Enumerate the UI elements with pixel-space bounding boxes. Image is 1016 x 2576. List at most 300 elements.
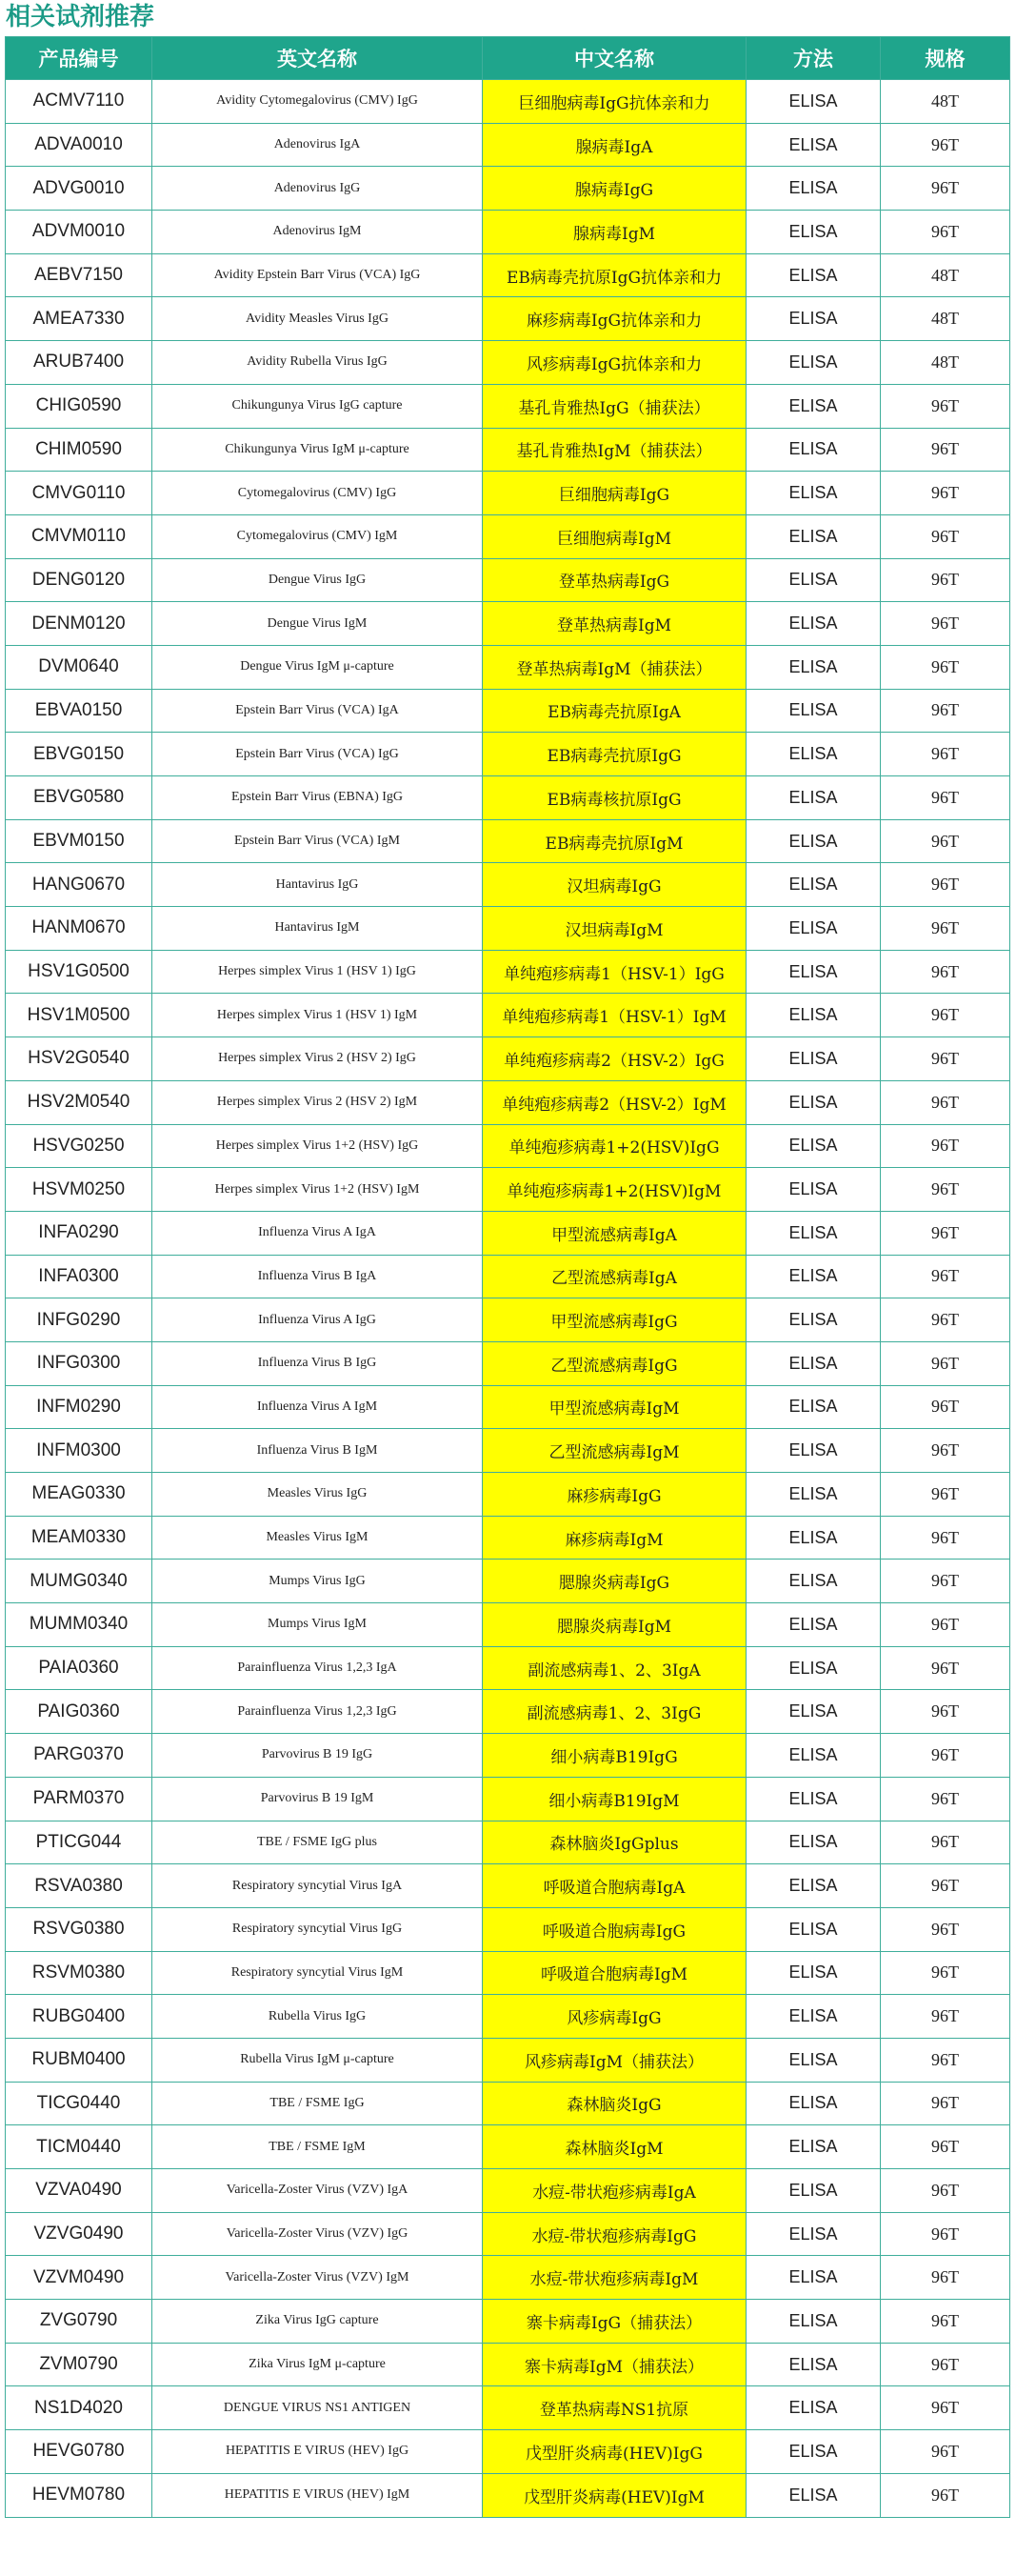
spec-cell: 96T	[881, 1734, 1010, 1778]
english-name-cell: Influenza Virus B IgM	[152, 1429, 483, 1473]
chinese-name-cell: 风疹病毒IgG抗体亲和力	[483, 341, 747, 385]
product-code-cell: CHIG0590	[6, 384, 152, 428]
product-code-cell: PARM0370	[6, 1777, 152, 1821]
product-code-cell: PAIG0360	[6, 1690, 152, 1734]
chinese-name-cell: 单纯疱疹病毒1（HSV-1）IgM	[483, 994, 747, 1037]
method-cell: ELISA	[747, 1168, 881, 1212]
product-code-cell: VZVM0490	[6, 2256, 152, 2300]
chinese-name-cell: 寨卡病毒IgM（捕获法）	[483, 2343, 747, 2386]
product-code-cell: ADVM0010	[6, 211, 152, 254]
product-code-cell: ADVG0010	[6, 167, 152, 211]
method-cell: ELISA	[747, 472, 881, 515]
product-code-cell: ADVA0010	[6, 123, 152, 167]
product-code-cell: AEBV7150	[6, 253, 152, 297]
english-name-cell: Herpes simplex Virus 1 (HSV 1) IgG	[152, 950, 483, 994]
product-code-cell: RSVM0380	[6, 1951, 152, 1995]
english-name-cell: Herpes simplex Virus 2 (HSV 2) IgM	[152, 1080, 483, 1124]
english-name-cell: DENGUE VIRUS NS1 ANTIGEN	[152, 2386, 483, 2430]
product-code-cell: VZVG0490	[6, 2212, 152, 2256]
method-cell: ELISA	[747, 689, 881, 733]
chinese-name-cell: 呼吸道合胞病毒IgG	[483, 1907, 747, 1951]
english-name-cell: Epstein Barr Virus (EBNA) IgG	[152, 776, 483, 820]
spec-cell: 96T	[881, 2038, 1010, 2082]
method-cell: ELISA	[747, 80, 881, 124]
method-cell: ELISA	[747, 2256, 881, 2300]
english-name-cell: Adenovirus IgM	[152, 211, 483, 254]
spec-cell: 96T	[881, 2343, 1010, 2386]
english-name-cell: Adenovirus IgA	[152, 123, 483, 167]
method-cell: ELISA	[747, 950, 881, 994]
table-row	[6, 1821, 1010, 1864]
chinese-name-cell: 戊型肝炎病毒(HEV)IgM	[483, 2473, 747, 2517]
table-row	[6, 907, 1010, 951]
method-cell: ELISA	[747, 733, 881, 776]
table-row	[6, 2343, 1010, 2386]
spec-cell: 96T	[881, 645, 1010, 689]
table-row	[6, 80, 1010, 124]
product-code-cell: RUBG0400	[6, 1995, 152, 2039]
english-name-cell: Zika Virus IgM μ-capture	[152, 2343, 483, 2386]
table-row	[6, 1907, 1010, 1951]
spec-cell: 48T	[881, 80, 1010, 124]
chinese-name-cell: 汉坦病毒IgM	[483, 907, 747, 951]
product-code-cell: TICG0440	[6, 2082, 152, 2125]
spec-cell: 96T	[881, 1777, 1010, 1821]
english-name-cell: Herpes simplex Virus 1+2 (HSV) IgG	[152, 1124, 483, 1168]
spec-cell: 96T	[881, 2386, 1010, 2430]
product-code-cell: RSVA0380	[6, 1864, 152, 1908]
chinese-name-cell: 森林脑炎IgG	[483, 2082, 747, 2125]
method-cell: ELISA	[747, 384, 881, 428]
product-code-cell: CHIM0590	[6, 428, 152, 472]
product-code-cell: CMVG0110	[6, 472, 152, 515]
chinese-name-cell: 汉坦病毒IgG	[483, 863, 747, 907]
table-row	[6, 863, 1010, 907]
spec-cell: 96T	[881, 211, 1010, 254]
table-row	[6, 733, 1010, 776]
method-cell: ELISA	[747, 1690, 881, 1734]
chinese-name-cell: 呼吸道合胞病毒IgM	[483, 1951, 747, 1995]
table-row	[6, 1690, 1010, 1734]
english-name-cell: Measles Virus IgM	[152, 1516, 483, 1560]
method-cell: ELISA	[747, 602, 881, 646]
method-cell: ELISA	[747, 2300, 881, 2344]
english-name-cell: Avidity Cytomegalovirus (CMV) IgG	[152, 80, 483, 124]
spec-cell: 96T	[881, 819, 1010, 863]
product-table	[5, 36, 1010, 2518]
method-cell: ELISA	[747, 167, 881, 211]
english-name-cell: TBE / FSME IgG plus	[152, 1821, 483, 1864]
table-row	[6, 253, 1010, 297]
spec-cell: 96T	[881, 733, 1010, 776]
english-name-cell: Hantavirus IgG	[152, 863, 483, 907]
spec-cell: 96T	[881, 1995, 1010, 2039]
english-name-cell: Adenovirus IgG	[152, 167, 483, 211]
method-cell: ELISA	[747, 1995, 881, 2039]
english-name-cell: Herpes simplex Virus 1 (HSV 1) IgM	[152, 994, 483, 1037]
method-cell: ELISA	[747, 645, 881, 689]
chinese-name-cell: 水痘-带状疱疹病毒IgM	[483, 2256, 747, 2300]
header-product-code: 产品编号	[6, 37, 152, 80]
chinese-name-cell: 森林脑炎IgM	[483, 2125, 747, 2169]
method-cell: ELISA	[747, 1646, 881, 1690]
english-name-cell: Respiratory syncytial Virus IgM	[152, 1951, 483, 1995]
spec-cell: 96T	[881, 1864, 1010, 1908]
spec-cell: 96T	[881, 1080, 1010, 1124]
english-name-cell: Parvovirus B 19 IgM	[152, 1777, 483, 1821]
method-cell: ELISA	[747, 1734, 881, 1778]
method-cell: ELISA	[747, 1341, 881, 1385]
chinese-name-cell: 腺病毒IgM	[483, 211, 747, 254]
english-name-cell: Influenza Virus B IgG	[152, 1341, 483, 1385]
spec-cell: 96T	[881, 1473, 1010, 1517]
spec-cell: 96T	[881, 863, 1010, 907]
method-cell: ELISA	[747, 1821, 881, 1864]
chinese-name-cell: 麻疹病毒IgG	[483, 1473, 747, 1517]
english-name-cell: Influenza Virus A IgG	[152, 1298, 483, 1342]
spec-cell: 96T	[881, 907, 1010, 951]
english-name-cell: Cytomegalovirus (CMV) IgG	[152, 472, 483, 515]
method-cell: ELISA	[747, 1211, 881, 1255]
chinese-name-cell: 巨细胞病毒IgG	[483, 472, 747, 515]
chinese-name-cell: 呼吸道合胞病毒IgA	[483, 1864, 747, 1908]
english-name-cell: Varicella-Zoster Virus (VZV) IgM	[152, 2256, 483, 2300]
table-row	[6, 1255, 1010, 1298]
chinese-name-cell: 单纯疱疹病毒1（HSV-1）IgG	[483, 950, 747, 994]
method-cell: ELISA	[747, 1777, 881, 1821]
method-cell: ELISA	[747, 907, 881, 951]
product-code-cell: EBVG0580	[6, 776, 152, 820]
product-code-cell: INFA0300	[6, 1255, 152, 1298]
table-row	[6, 1080, 1010, 1124]
english-name-cell: Rubella Virus IgM μ-capture	[152, 2038, 483, 2082]
product-code-cell: DENG0120	[6, 558, 152, 602]
spec-cell: 96T	[881, 428, 1010, 472]
spec-cell: 96T	[881, 1603, 1010, 1647]
chinese-name-cell: 单纯疱疹病毒2（HSV-2）IgM	[483, 1080, 747, 1124]
english-name-cell: Mumps Virus IgM	[152, 1603, 483, 1647]
table-row	[6, 2473, 1010, 2517]
english-name-cell: Avidity Epstein Barr Virus (VCA) IgG	[152, 253, 483, 297]
spec-cell: 96T	[881, 2212, 1010, 2256]
english-name-cell: HEPATITIS E VIRUS (HEV) IgG	[152, 2430, 483, 2474]
method-cell: ELISA	[747, 819, 881, 863]
chinese-name-cell: 细小病毒B19IgM	[483, 1777, 747, 1821]
product-code-cell: INFA0290	[6, 1211, 152, 1255]
english-name-cell: Epstein Barr Virus (VCA) IgG	[152, 733, 483, 776]
chinese-name-cell: EB病毒核抗原IgG	[483, 776, 747, 820]
header-method: 方法	[747, 37, 881, 80]
method-cell: ELISA	[747, 2038, 881, 2082]
product-code-cell: RUBM0400	[6, 2038, 152, 2082]
table-row	[6, 167, 1010, 211]
spec-cell: 96T	[881, 167, 1010, 211]
table-row	[6, 1385, 1010, 1429]
table-row	[6, 1473, 1010, 1517]
table-row	[6, 602, 1010, 646]
method-cell: ELISA	[747, 1298, 881, 1342]
spec-cell: 96T	[881, 2300, 1010, 2344]
english-name-cell: Parvovirus B 19 IgG	[152, 1734, 483, 1778]
product-code-cell: MEAM0330	[6, 1516, 152, 1560]
table-row	[6, 2038, 1010, 2082]
english-name-cell: Influenza Virus B IgA	[152, 1255, 483, 1298]
english-name-cell: Herpes simplex Virus 1+2 (HSV) IgM	[152, 1168, 483, 1212]
product-code-cell: ARUB7400	[6, 341, 152, 385]
table-body	[6, 80, 1010, 2518]
product-code-cell: ZVM0790	[6, 2343, 152, 2386]
spec-cell: 48T	[881, 297, 1010, 341]
spec-cell: 96T	[881, 1341, 1010, 1385]
chinese-name-cell: 甲型流感病毒IgM	[483, 1385, 747, 1429]
chinese-name-cell: 巨细胞病毒IgM	[483, 514, 747, 558]
chinese-name-cell: 腺病毒IgG	[483, 167, 747, 211]
english-name-cell: Chikungunya Virus IgG capture	[152, 384, 483, 428]
spec-cell: 96T	[881, 2256, 1010, 2300]
chinese-name-cell: EB病毒壳抗原IgA	[483, 689, 747, 733]
chinese-name-cell: 细小病毒B19IgG	[483, 1734, 747, 1778]
spec-cell: 96T	[881, 2430, 1010, 2474]
chinese-name-cell: 乙型流感病毒IgG	[483, 1341, 747, 1385]
table-row	[6, 1037, 1010, 1081]
spec-cell: 96T	[881, 1385, 1010, 1429]
english-name-cell: Respiratory syncytial Virus IgG	[152, 1907, 483, 1951]
product-code-cell: VZVA0490	[6, 2169, 152, 2213]
chinese-name-cell: 戊型肝炎病毒(HEV)IgG	[483, 2430, 747, 2474]
product-code-cell: TICM0440	[6, 2125, 152, 2169]
table-row	[6, 297, 1010, 341]
method-cell: ELISA	[747, 994, 881, 1037]
spec-cell: 96T	[881, 1037, 1010, 1081]
table-row	[6, 123, 1010, 167]
header-chinese-name: 中文名称	[483, 37, 747, 80]
table-row	[6, 2256, 1010, 2300]
method-cell: ELISA	[747, 2125, 881, 2169]
product-code-cell: INFG0300	[6, 1341, 152, 1385]
english-name-cell: Dengue Virus IgM	[152, 602, 483, 646]
english-name-cell: Varicella-Zoster Virus (VZV) IgA	[152, 2169, 483, 2213]
method-cell: ELISA	[747, 863, 881, 907]
product-code-cell: EBVM0150	[6, 819, 152, 863]
method-cell: ELISA	[747, 1255, 881, 1298]
method-cell: ELISA	[747, 1429, 881, 1473]
table-row	[6, 472, 1010, 515]
table-row	[6, 776, 1010, 820]
method-cell: ELISA	[747, 1907, 881, 1951]
table-row	[6, 2300, 1010, 2344]
table-row	[6, 428, 1010, 472]
chinese-name-cell: 水痘-带状疱疹病毒IgG	[483, 2212, 747, 2256]
english-name-cell: Influenza Virus A IgA	[152, 1211, 483, 1255]
table-row	[6, 1211, 1010, 1255]
chinese-name-cell: 腺病毒IgA	[483, 123, 747, 167]
product-code-cell: MUMG0340	[6, 1560, 152, 1603]
spec-cell: 96T	[881, 2473, 1010, 2517]
spec-cell: 96T	[881, 1211, 1010, 1255]
method-cell: ELISA	[747, 2473, 881, 2517]
method-cell: ELISA	[747, 341, 881, 385]
header-english-name: 英文名称	[152, 37, 483, 80]
spec-cell: 96T	[881, 1646, 1010, 1690]
table-row	[6, 2430, 1010, 2474]
table-row	[6, 994, 1010, 1037]
spec-cell: 96T	[881, 2169, 1010, 2213]
method-cell: ELISA	[747, 2212, 881, 2256]
table-row	[6, 558, 1010, 602]
spec-cell: 96T	[881, 1690, 1010, 1734]
table-row	[6, 1734, 1010, 1778]
english-name-cell: Dengue Virus IgM μ-capture	[152, 645, 483, 689]
spec-cell: 48T	[881, 253, 1010, 297]
english-name-cell: Chikungunya Virus IgM μ-capture	[152, 428, 483, 472]
chinese-name-cell: 风疹病毒IgM（捕获法）	[483, 2038, 747, 2082]
chinese-name-cell: EB病毒壳抗原IgM	[483, 819, 747, 863]
chinese-name-cell: 乙型流感病毒IgM	[483, 1429, 747, 1473]
chinese-name-cell: 基孔肯雅热IgG（捕获法）	[483, 384, 747, 428]
product-code-cell: PARG0370	[6, 1734, 152, 1778]
chinese-name-cell: 登革热病毒IgG	[483, 558, 747, 602]
product-code-cell: HEVM0780	[6, 2473, 152, 2517]
method-cell: ELISA	[747, 253, 881, 297]
method-cell: ELISA	[747, 1037, 881, 1081]
table-row	[6, 1124, 1010, 1168]
chinese-name-cell: 乙型流感病毒IgA	[483, 1255, 747, 1298]
spec-cell: 96T	[881, 602, 1010, 646]
product-code-cell: HANG0670	[6, 863, 152, 907]
spec-cell: 96T	[881, 1429, 1010, 1473]
english-name-cell: Avidity Measles Virus IgG	[152, 297, 483, 341]
product-code-cell: DENM0120	[6, 602, 152, 646]
header-spec: 规格	[881, 37, 1010, 80]
table-row	[6, 819, 1010, 863]
english-name-cell: Parainfluenza Virus 1,2,3 IgA	[152, 1646, 483, 1690]
product-code-cell: EBVA0150	[6, 689, 152, 733]
chinese-name-cell: 登革热病毒NS1抗原	[483, 2386, 747, 2430]
product-code-cell: HEVG0780	[6, 2430, 152, 2474]
product-code-cell: EBVG0150	[6, 733, 152, 776]
table-row	[6, 1341, 1010, 1385]
method-cell: ELISA	[747, 776, 881, 820]
english-name-cell: Avidity Rubella Virus IgG	[152, 341, 483, 385]
spec-cell: 96T	[881, 384, 1010, 428]
chinese-name-cell: EB病毒壳抗原IgG	[483, 733, 747, 776]
spec-cell: 96T	[881, 514, 1010, 558]
table-row	[6, 2169, 1010, 2213]
product-code-cell: PTICG044	[6, 1821, 152, 1864]
method-cell: ELISA	[747, 297, 881, 341]
product-code-cell: ZVG0790	[6, 2300, 152, 2344]
english-name-cell: Cytomegalovirus (CMV) IgM	[152, 514, 483, 558]
table-row	[6, 2082, 1010, 2125]
spec-cell: 96T	[881, 776, 1010, 820]
product-code-cell: HSVM0250	[6, 1168, 152, 1212]
product-code-cell: MUMM0340	[6, 1603, 152, 1647]
method-cell: ELISA	[747, 1124, 881, 1168]
table-row	[6, 1298, 1010, 1342]
english-name-cell: Rubella Virus IgG	[152, 1995, 483, 2039]
table-row	[6, 1864, 1010, 1908]
chinese-name-cell: 腮腺炎病毒IgG	[483, 1560, 747, 1603]
table-row	[6, 1168, 1010, 1212]
chinese-name-cell: 登革热病毒IgM	[483, 602, 747, 646]
chinese-name-cell: 甲型流感病毒IgG	[483, 1298, 747, 1342]
chinese-name-cell: 副流感病毒1、2、3IgG	[483, 1690, 747, 1734]
chinese-name-cell: 风疹病毒IgG	[483, 1995, 747, 2039]
table-row	[6, 1646, 1010, 1690]
product-code-cell: HSV2M0540	[6, 1080, 152, 1124]
chinese-name-cell: 单纯疱疹病毒2（HSV-2）IgG	[483, 1037, 747, 1081]
spec-cell: 96T	[881, 1821, 1010, 1864]
spec-cell: 96T	[881, 994, 1010, 1037]
english-name-cell: TBE / FSME IgM	[152, 2125, 483, 2169]
page-title: 相关试剂推荐	[6, 3, 155, 31]
table-row	[6, 1777, 1010, 1821]
spec-cell: 96T	[881, 2082, 1010, 2125]
method-cell: ELISA	[747, 428, 881, 472]
spec-cell: 96T	[881, 123, 1010, 167]
english-name-cell: Hantavirus IgM	[152, 907, 483, 951]
product-code-cell: INFG0290	[6, 1298, 152, 1342]
table-row	[6, 2386, 1010, 2430]
spec-cell: 96T	[881, 689, 1010, 733]
chinese-name-cell: 单纯疱疹病毒1+2(HSV)IgG	[483, 1124, 747, 1168]
method-cell: ELISA	[747, 2386, 881, 2430]
table-row	[6, 1603, 1010, 1647]
table-row	[6, 1560, 1010, 1603]
spec-cell: 96T	[881, 558, 1010, 602]
method-cell: ELISA	[747, 514, 881, 558]
product-code-cell: HANM0670	[6, 907, 152, 951]
method-cell: ELISA	[747, 211, 881, 254]
method-cell: ELISA	[747, 1864, 881, 1908]
method-cell: ELISA	[747, 2343, 881, 2386]
product-code-cell: MEAG0330	[6, 1473, 152, 1517]
product-code-cell: HSV2G0540	[6, 1037, 152, 1081]
spec-cell: 96T	[881, 1168, 1010, 1212]
table-row	[6, 645, 1010, 689]
product-code-cell: HSVG0250	[6, 1124, 152, 1168]
chinese-name-cell: 麻疹病毒IgG抗体亲和力	[483, 297, 747, 341]
spec-cell: 96T	[881, 2125, 1010, 2169]
table-row	[6, 2212, 1010, 2256]
spec-cell: 96T	[881, 1255, 1010, 1298]
method-cell: ELISA	[747, 2169, 881, 2213]
product-code-cell: AMEA7330	[6, 297, 152, 341]
chinese-name-cell: 森林脑炎IgGplus	[483, 1821, 747, 1864]
spec-cell: 96T	[881, 1298, 1010, 1342]
table-row	[6, 1951, 1010, 1995]
spec-cell: 96T	[881, 1560, 1010, 1603]
table-row	[6, 514, 1010, 558]
table-row	[6, 1995, 1010, 2039]
chinese-name-cell: 麻疹病毒IgM	[483, 1516, 747, 1560]
method-cell: ELISA	[747, 1080, 881, 1124]
product-code-cell: HSV1M0500	[6, 994, 152, 1037]
english-name-cell: HEPATITIS E VIRUS (HEV) IgM	[152, 2473, 483, 2517]
english-name-cell: Influenza Virus A IgM	[152, 1385, 483, 1429]
table-row	[6, 384, 1010, 428]
english-name-cell: Mumps Virus IgG	[152, 1560, 483, 1603]
spec-cell: 96T	[881, 1907, 1010, 1951]
english-name-cell: Respiratory syncytial Virus IgA	[152, 1864, 483, 1908]
spec-cell: 96T	[881, 472, 1010, 515]
table-row	[6, 689, 1010, 733]
chinese-name-cell: EB病毒壳抗原IgG抗体亲和力	[483, 253, 747, 297]
chinese-name-cell: 腮腺炎病毒IgM	[483, 1603, 747, 1647]
product-code-cell: NS1D4020	[6, 2386, 152, 2430]
method-cell: ELISA	[747, 558, 881, 602]
product-code-cell: INFM0290	[6, 1385, 152, 1429]
